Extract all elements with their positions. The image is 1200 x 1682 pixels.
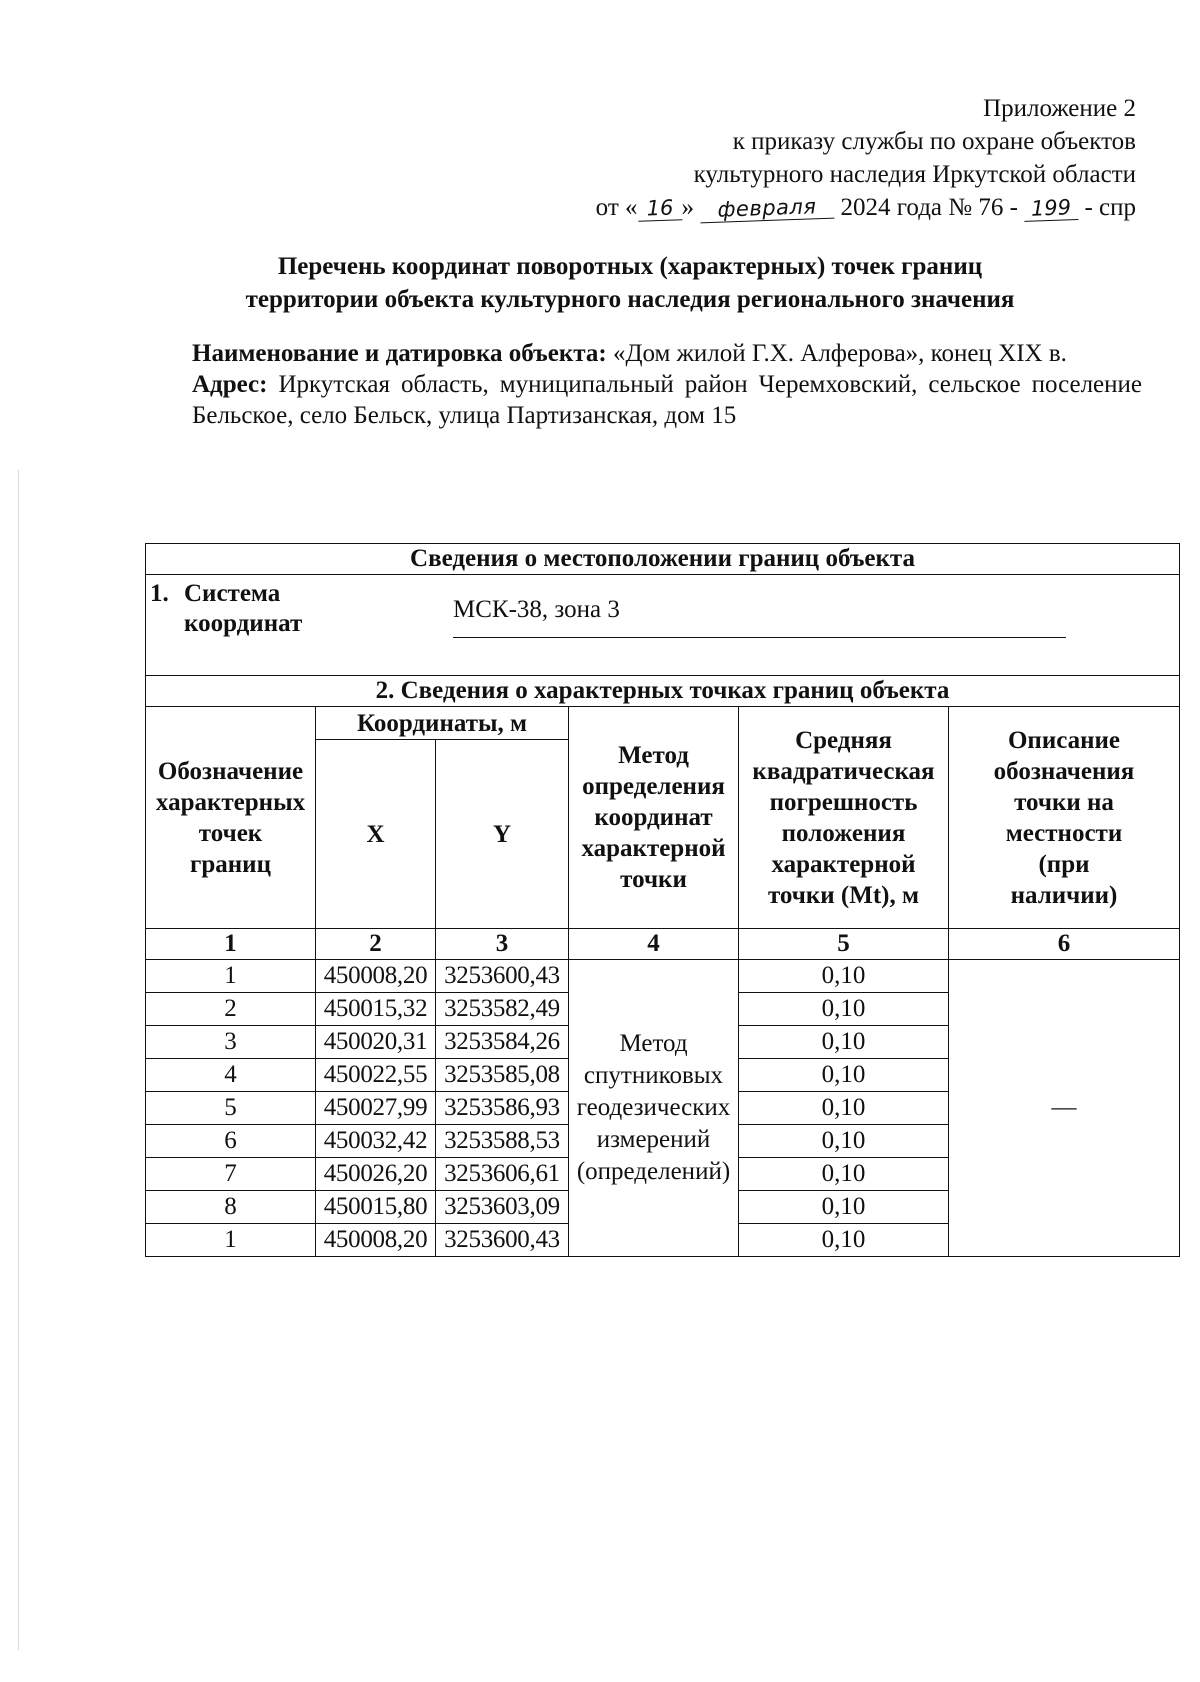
cell-mt: 0,10 <box>739 1026 949 1059</box>
cell-y: 3253600,43 <box>436 960 569 993</box>
column-number: 1 <box>146 929 316 960</box>
coordinates-table <box>145 543 1180 1257</box>
cell-y: 3253584,26 <box>436 1026 569 1059</box>
cell-point: 3 <box>146 1026 316 1059</box>
handwritten-order-number: 199 <box>1024 195 1079 222</box>
cell-mt: 0,10 <box>739 1191 949 1224</box>
order-suffix: - спр <box>1084 194 1136 221</box>
header-description <box>949 707 1180 929</box>
header-error-line: погрешность <box>769 788 918 816</box>
cell-x: 450008,20 <box>316 1224 436 1257</box>
column-numbers-row <box>146 929 1180 960</box>
header-error-line: положения <box>781 819 906 847</box>
column-number: 6 <box>949 929 1180 960</box>
method-line: (определений) <box>576 1158 731 1185</box>
cell-mt: 0,10 <box>739 1092 949 1125</box>
cell-point: 8 <box>146 1191 316 1224</box>
cell-y: 3253600,43 <box>436 1224 569 1257</box>
section-1-title: Сведения о местоположении границ объекта <box>146 544 1180 575</box>
cell-y: 3253582,49 <box>436 993 569 1026</box>
cell-method <box>569 960 739 1257</box>
date-prefix: от « <box>595 194 638 221</box>
coordinate-system-number: 1. <box>150 580 169 607</box>
header-description-line: точки на <box>1014 788 1114 816</box>
object-name-label: Наименование и датировка объекта: <box>192 340 607 367</box>
table-row <box>146 960 1180 993</box>
object-address-paragraph <box>192 369 1142 431</box>
header-y: Y <box>436 740 569 929</box>
header-point-line: Обозначение <box>157 757 304 785</box>
method-line: Метод <box>619 1030 688 1057</box>
coordinate-system-value: МСК-38, зона 3 <box>453 595 1066 638</box>
cell-point: 7 <box>146 1158 316 1191</box>
cell-mt: 0,10 <box>739 1224 949 1257</box>
header-description-line: наличии) <box>1010 881 1118 909</box>
object-address-value: Иркутская область, муниципальный район Черемховский, сельское поселение Бельское, село Бельск, улица Партизанская, дом 15 <box>192 371 1142 429</box>
cell-mt: 0,10 <box>739 993 949 1026</box>
header-coordinates-group: Координаты, м <box>316 707 569 740</box>
column-number: 5 <box>739 929 949 960</box>
cell-point: 1 <box>146 1224 316 1257</box>
object-info <box>192 338 1142 431</box>
title-line-2: территории объекта культурного наследия регионального значения <box>245 286 1015 313</box>
method-line: спутниковых <box>583 1062 724 1089</box>
object-name-value: «Дом жилой Г.Х. Алферова», конец XIX в. <box>612 340 1067 367</box>
header-error <box>739 707 949 929</box>
title-line-1: Перечень координат поворотных (характерных) точек границ <box>277 253 983 280</box>
method-line: геодезических <box>576 1094 731 1121</box>
object-address-label: Адрес: <box>192 371 268 398</box>
cell-description: — <box>949 960 1180 1257</box>
cell-y: 3253606,61 <box>436 1158 569 1191</box>
coordinate-system-label-1: Система <box>184 580 281 607</box>
date-year-text: 2024 года № 76 - <box>840 194 1018 221</box>
header-description-line: Описание <box>1007 726 1121 754</box>
cell-point: 1 <box>146 960 316 993</box>
cell-mt: 0,10 <box>739 1059 949 1092</box>
cell-mt: 0,10 <box>739 960 949 993</box>
cell-y: 3253586,93 <box>436 1092 569 1125</box>
header-error-line: характерной <box>771 850 916 878</box>
cell-x: 450015,32 <box>316 993 436 1026</box>
coordinate-system-cell <box>146 575 1180 676</box>
header-method-line: характерной <box>581 835 726 862</box>
cell-x: 450026,20 <box>316 1158 436 1191</box>
cell-x: 450022,55 <box>316 1059 436 1092</box>
scan-edge-line <box>18 470 19 1650</box>
cell-point: 5 <box>146 1092 316 1125</box>
coordinate-system-label-2: координат <box>184 610 303 637</box>
handwritten-month: февраля <box>700 194 835 224</box>
header-point-line: точек <box>198 819 263 847</box>
appendix-line-2: к приказу службы по охране объектов <box>732 128 1136 155</box>
appendix-header <box>436 92 1136 224</box>
header-point-line: характерных <box>155 788 306 816</box>
appendix-line-1: Приложение 2 <box>983 95 1136 122</box>
appendix-date-line <box>436 191 1136 224</box>
cell-y: 3253588,53 <box>436 1125 569 1158</box>
document-title <box>130 250 1130 316</box>
header-method <box>569 707 739 929</box>
header-method-line: координат <box>594 804 713 831</box>
handwritten-day: 16 <box>637 195 682 222</box>
header-error-line: квадратическая <box>752 757 935 785</box>
date-quote-close: » <box>681 194 695 221</box>
header-x: X <box>316 740 436 929</box>
cell-x: 450015,80 <box>316 1191 436 1224</box>
column-number: 3 <box>436 929 569 960</box>
cell-x: 450027,99 <box>316 1092 436 1125</box>
header-method-line: определения <box>582 773 725 800</box>
column-number: 4 <box>569 929 739 960</box>
header-point <box>146 707 316 929</box>
header-error-line: точки (Mt), м <box>767 881 920 909</box>
header-description-line: местности <box>1005 819 1123 847</box>
cell-mt: 0,10 <box>739 1158 949 1191</box>
coordinate-system-label <box>150 579 302 639</box>
cell-x: 450020,31 <box>316 1026 436 1059</box>
header-error-line: Средняя <box>795 726 892 754</box>
header-description-line: обозначения <box>993 757 1135 785</box>
cell-point: 2 <box>146 993 316 1026</box>
header-method-line: точки <box>620 866 687 893</box>
cell-point: 6 <box>146 1125 316 1158</box>
appendix-line-3: культурного наследия Иркутской области <box>693 161 1136 188</box>
cell-x: 450008,20 <box>316 960 436 993</box>
cell-x: 450032,42 <box>316 1125 436 1158</box>
header-method-line: Метод <box>618 742 689 769</box>
object-name-paragraph <box>192 338 1142 369</box>
header-point-line: границ <box>190 850 271 878</box>
cell-mt: 0,10 <box>739 1125 949 1158</box>
header-description-line: (при <box>1038 850 1090 878</box>
method-line: измерений <box>596 1126 711 1153</box>
cell-y: 3253585,08 <box>436 1059 569 1092</box>
cell-y: 3253603,09 <box>436 1191 569 1224</box>
column-number: 2 <box>316 929 436 960</box>
section-2-title: 2. Сведения о характерных точках границ объекта <box>146 676 1180 707</box>
cell-point: 4 <box>146 1059 316 1092</box>
